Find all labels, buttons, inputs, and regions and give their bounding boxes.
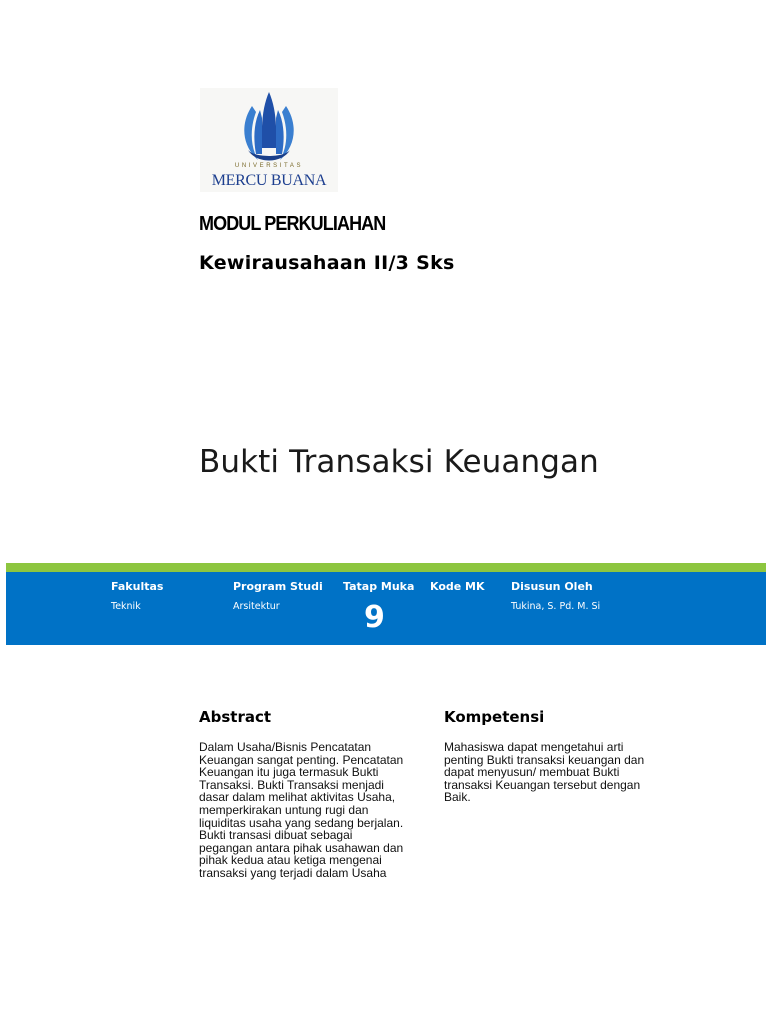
kompetensi-line: Mahasiswa dapat mengetahui arti [444,740,624,754]
disusun-oleh-value: Tukina, S. Pd. M. Si [511,601,601,612]
logo-universitas-text: UNIVERSITAS [234,163,304,169]
kompetensi-line: penting Bukti transaksi keuangan dan [444,752,645,767]
green-stripe [6,563,766,572]
fakultas-label: Fakultas [111,580,164,593]
abstract-line: memperkirakan untung rugi dan [199,802,369,817]
program-studi-label: Program Studi [233,580,323,593]
abstract-line: Bukti transasi dibuat sebagai [199,828,353,843]
abstract-line: liquiditas usaha yang sedang berjalan. [199,815,404,830]
abstract-heading: Abstract [199,708,272,726]
kompetensi-body [444,741,672,804]
kompetensi-heading: Kompetensi [444,708,545,726]
logo-name-text: MERCU BUANA [211,172,327,189]
abstract-body [199,741,427,880]
modul-title: MODUL PERKULIAHAN [199,213,386,235]
document-title: Bukti Transaksi Keuangan [199,444,599,480]
program-studi-value: Arsitektur [233,601,280,612]
tatap-muka-value: 9 [364,600,385,635]
abstract-line: Keuangan itu juga termasuk Bukti [199,765,379,780]
kompetensi-line: Baik. [444,790,471,805]
abstract-line: Dalam Usaha/Bisnis Pencatatan [199,740,372,754]
disusun-oleh-label: Disusun Oleh [511,580,593,593]
info-bar [6,572,766,645]
kode-mk-label: Kode MK [430,580,485,593]
course-title: Kewirausahaan II/3 Sks [199,252,455,274]
university-logo [200,88,338,192]
abstract-line: pegangan antara pihak usahawan dan [199,840,404,855]
abstract-line: Keuangan sangat penting. Pencatatan [199,752,404,767]
kompetensi-line: dapat menyusun/ membuat Bukti [444,765,620,780]
kompetensi-line: transaksi Keuangan tersebut dengan [444,777,641,792]
fakultas-value: Teknik [111,601,141,612]
tatap-muka-label: Tatap Muka [343,580,415,593]
abstract-line: transaksi yang terjadi dalam Usaha [199,865,387,880]
abstract-line: Transaksi. Bukti Transaksi menjadi [199,777,384,792]
abstract-line: pihak kedua atau ketiga mengenai [199,853,382,868]
abstract-line: dasar dalam melihat aktivitas Usaha, [199,790,396,805]
